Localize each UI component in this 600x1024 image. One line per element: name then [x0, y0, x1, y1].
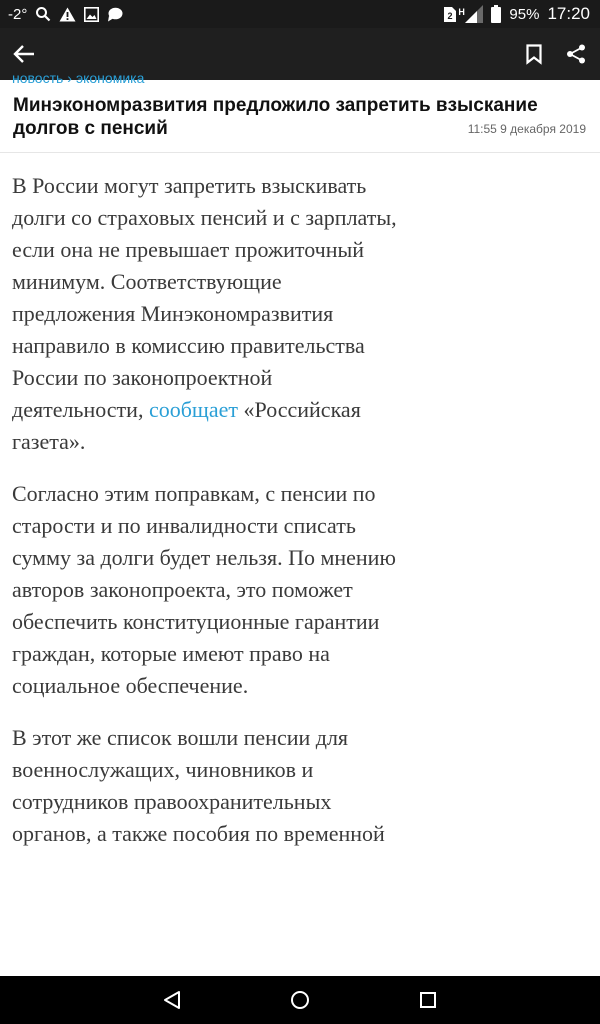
- home-circle-icon: [290, 990, 310, 1010]
- share-icon: [566, 44, 586, 64]
- navigation-bar: [0, 976, 600, 1024]
- battery-percent: 95%: [509, 5, 540, 23]
- bookmark-icon: [526, 44, 542, 64]
- search-icon: [35, 6, 51, 22]
- article-header: [0, 70, 600, 153]
- svg-text:2: 2: [447, 10, 453, 21]
- breadcrumb-separator: ›: [67, 70, 72, 86]
- signal-icon: [458, 5, 483, 23]
- article-timestamp: 11:55 9 декабря 2019: [467, 122, 586, 136]
- paragraph-1-tail: «Российская газета».: [12, 397, 361, 454]
- breadcrumb-item-economy[interactable]: экономика: [75, 70, 145, 86]
- paragraph-1: [12, 170, 397, 458]
- chat-icon: [107, 7, 123, 22]
- paragraph-3: В этот же список вошли пенсии для военнослужащих, чиновников и сотрудников правоохранительных органов, а также пособия по временной: [12, 725, 385, 846]
- network-type-label: H: [458, 7, 465, 17]
- paragraph-2: Согласно этим поправкам, с пенсии по старости и по инвалидности списать сумму за долги будет нельзя. По мнению авторов законопроекта, это поможет обеспечить конституционные гарантии граждан, которые имеют право на социальное обеспечение.: [12, 481, 396, 698]
- warning-icon: [59, 7, 76, 22]
- status-right: [443, 0, 590, 28]
- clock: 17:20: [547, 4, 590, 23]
- nav-recents-button[interactable]: [398, 976, 458, 1024]
- image-icon: [84, 7, 99, 22]
- sim-icon: [443, 6, 457, 23]
- breadcrumb-item-news[interactable]: новость: [12, 70, 64, 86]
- status-bar: [0, 0, 600, 28]
- back-arrow-icon: [13, 45, 35, 63]
- share-button[interactable]: [552, 28, 600, 80]
- breadcrumb: [12, 70, 144, 86]
- nav-back-button[interactable]: [142, 976, 202, 1024]
- nav-home-button[interactable]: [270, 976, 330, 1024]
- article-body: [12, 170, 397, 870]
- temperature: -2°: [8, 5, 28, 23]
- article-title: Минэкономразвития предложило запретить взыскание долгов с пенсий: [13, 95, 538, 139]
- paragraph-1-text: В России могут запретить взыскивать долги со страховых пенсий и с зарплаты, если она не превышает прожиточный минимум. Соответствующие предложения Минэкономразвития направило в комиссию правительства России по законопроектной деятельности,: [12, 173, 397, 422]
- bookmark-button[interactable]: [510, 28, 558, 80]
- battery-icon: [491, 5, 501, 23]
- source-link[interactable]: сообщает: [148, 397, 238, 422]
- back-triangle-icon: [163, 990, 181, 1010]
- status-left: [8, 0, 123, 28]
- recents-square-icon: [419, 991, 437, 1009]
